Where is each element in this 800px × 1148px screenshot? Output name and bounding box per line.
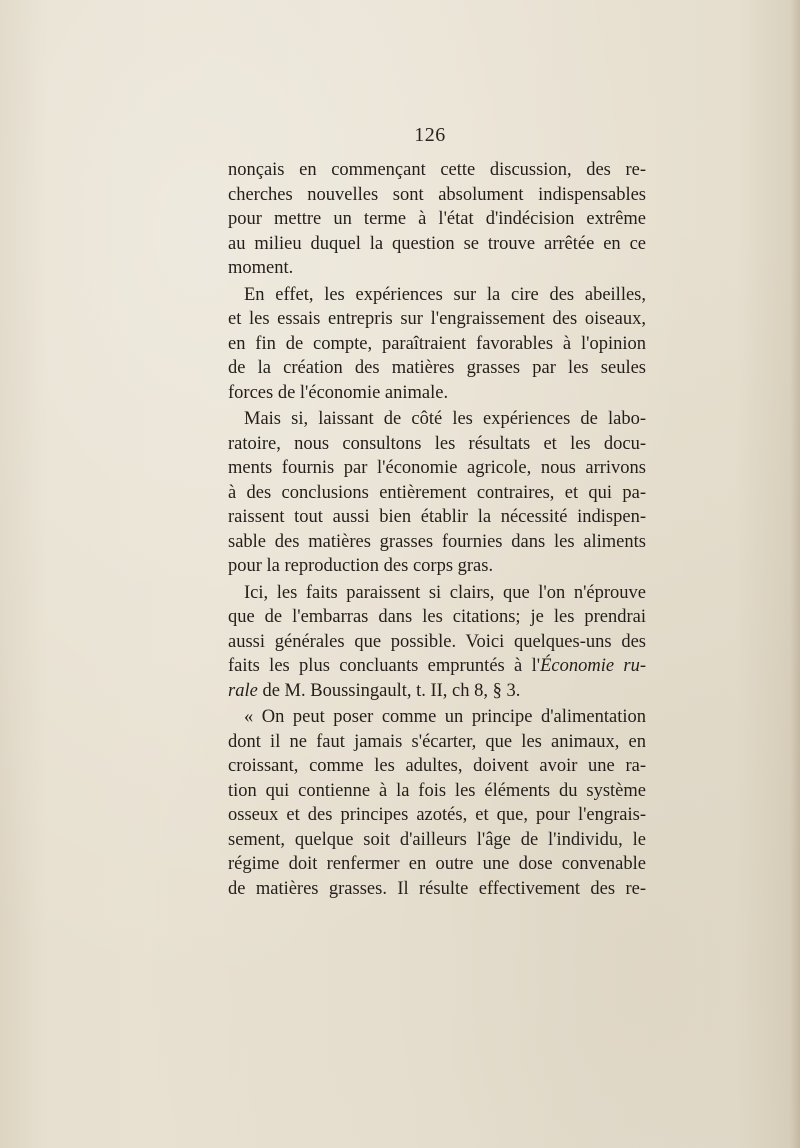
text-line: En effet, les expériences sur la cire des abeilles, bbox=[244, 284, 646, 305]
text-line: croissant, comme les adultes, doivent avoir une ra- bbox=[228, 756, 646, 776]
text-line: ments fournis par l'économie agricole, nous arrivons bbox=[228, 458, 646, 478]
text-line: en fin de compte, paraîtraient favorables à l'opinion bbox=[228, 333, 646, 354]
text-line-with-citation bbox=[228, 654, 646, 679]
text-line: « On peut poser comme un principe d'alimentation bbox=[244, 707, 646, 727]
text-line: cherches nouvelles sont absolument indispensables bbox=[228, 184, 646, 205]
text-line: et les essais entrepris sur l'engraissement des oiseaux, bbox=[228, 309, 646, 329]
paragraph-4 bbox=[228, 581, 646, 704]
text-line: de matières grasses. Il résulte effectivement des re- bbox=[228, 878, 646, 899]
paragraph-5-quote bbox=[228, 705, 646, 901]
page-number: 126 bbox=[414, 124, 446, 146]
text-run: de M. Boussingault, t. II, ch 8, § 3. bbox=[257, 680, 521, 701]
text-line: au milieu duquel la question se trouve arrêtée en ce bbox=[228, 233, 646, 254]
text-line: de la création des matières grasses par les seules bbox=[228, 358, 646, 378]
text-line: dont il ne faut jamais s'écarter, que les animaux, en bbox=[228, 731, 646, 752]
text-line: tion qui contienne à la fois les éléments du système bbox=[228, 780, 646, 801]
page-edge-shadow bbox=[790, 0, 800, 1148]
text-line: que de l'embarras dans les citations; je les prendrai bbox=[228, 607, 646, 627]
paragraph-2 bbox=[228, 283, 646, 406]
text-line: forces de l'économie animale. bbox=[228, 382, 449, 403]
text-line-with-citation bbox=[228, 679, 646, 704]
text-line: sable des matières grasses fournies dans les aliments bbox=[228, 531, 646, 552]
book-title-italic: rale bbox=[228, 680, 258, 701]
text-line: aussi générales que possible. Voici quelques-uns des bbox=[228, 631, 646, 652]
text-line: raissent tout aussi bien établir la nécessité indispen- bbox=[228, 507, 646, 527]
text-line: à des conclusions entièrement contraires, et qui pa- bbox=[228, 482, 646, 503]
book-title-italic: Économie ru- bbox=[540, 656, 646, 676]
text-line: ratoire, nous consultons les résultats et les docu- bbox=[228, 433, 646, 454]
paragraph-3 bbox=[228, 407, 646, 579]
text-line: Ici, les faits paraissent si clairs, que l'on n'éprouve bbox=[244, 582, 646, 603]
text-line: osseux et des principes azotés, et que, pour l'engrais- bbox=[228, 805, 646, 825]
text-line: pour mettre un terme à l'état d'indécision extrême bbox=[228, 209, 646, 229]
text-line: nonçais en commençant cette discussion, des re- bbox=[228, 160, 646, 180]
body-text bbox=[228, 158, 646, 903]
text-line: régime doit renfermer en outre une dose convenable bbox=[228, 854, 646, 874]
text-line: pour la reproduction des corps gras. bbox=[228, 556, 494, 576]
text-line: sement, quelque soit d'ailleurs l'âge de l'individu, le bbox=[228, 829, 646, 850]
paragraph-1 bbox=[228, 158, 646, 281]
text-line: moment. bbox=[228, 258, 294, 278]
text-run: faits les plus concluants empruntés à l' bbox=[228, 656, 541, 676]
text-line: Mais si, laissant de côté les expériences de labo- bbox=[244, 409, 646, 429]
